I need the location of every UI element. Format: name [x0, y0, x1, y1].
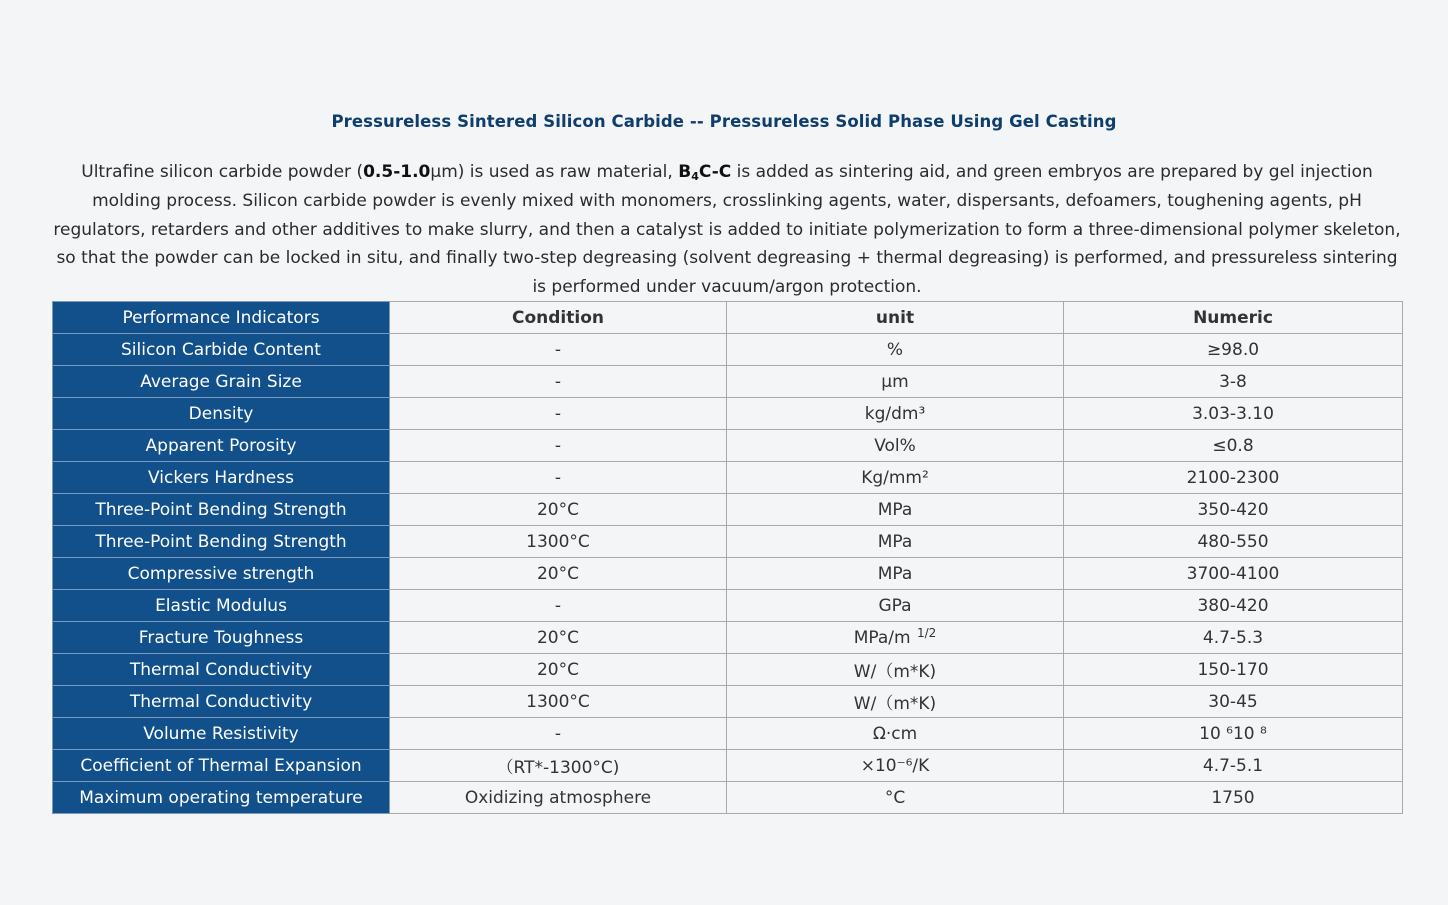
intro-bold-aid [678, 162, 731, 182]
cell-condition: 1300°C [390, 686, 727, 718]
cell-indicator: Compressive strength [53, 558, 390, 590]
cell-numeric: 380-420 [1064, 590, 1403, 622]
cell-indicator: Fracture Toughness [53, 622, 390, 654]
cell-unit-text: MPa [877, 563, 913, 584]
cell-condition: - [390, 590, 727, 622]
intro-text-2: μm) is used as raw material, [430, 162, 679, 182]
cell-unit-text: GPa [878, 595, 912, 616]
cell-numeric: 350-420 [1064, 494, 1403, 526]
cell-condition: 20°C [390, 654, 727, 686]
cell-indicator: Three-Point Bending Strength [53, 494, 390, 526]
cell-indicator: Coefficient of Thermal Expansion [53, 750, 390, 782]
cell-indicator: Vickers Hardness [53, 462, 390, 494]
cell-condition: - [390, 366, 727, 398]
intro-text-1: Ultrafine silicon carbide powder ( [81, 162, 364, 182]
cell-unit [727, 398, 1064, 430]
cell-indicator: Apparent Porosity [53, 430, 390, 462]
cell-numeric: ≥98.0 [1064, 334, 1403, 366]
cell-unit [727, 782, 1064, 814]
table-row [53, 718, 1403, 750]
intro-text-3: is added as sintering aid, and green embryos are prepared by gel injection molding process. Silicon carbide powder is evenly mixed with monomers, crosslinking agents, water, dispersants, defoamers, toughening agents, pH regulators, retarders and other additives to make slurry, and then a catalyst is added to initiate polymerization to form a three-dimensional polymer skeleton, so that the powder can be locked in situ, and finally two-step degreasing (solvent degreasing + thermal degreasing) is performed, and pressureless sintering is performed under vacuum/argon protection. [53, 162, 1401, 298]
table-body [53, 334, 1403, 814]
cell-numeric: 10 ⁶10 ⁸ [1064, 718, 1403, 750]
cell-unit-text: W/（m*K) [853, 662, 937, 682]
cell-unit [727, 462, 1064, 494]
cell-unit [727, 366, 1064, 398]
cell-unit [727, 686, 1064, 718]
cell-indicator: Thermal Conductivity [53, 686, 390, 718]
intro-bold-aid-b: C-C [698, 162, 732, 182]
table-row [53, 782, 1403, 814]
properties-table [52, 301, 1403, 814]
cell-indicator: Thermal Conductivity [53, 654, 390, 686]
cell-indicator: Density [53, 398, 390, 430]
table-row [53, 462, 1403, 494]
cell-unit-text: MPa [877, 531, 913, 552]
cell-unit [727, 526, 1064, 558]
cell-condition: 20°C [390, 558, 727, 590]
cell-unit [727, 590, 1064, 622]
header-unit: unit [727, 302, 1064, 334]
cell-condition: - [390, 430, 727, 462]
cell-unit [727, 558, 1064, 590]
cell-numeric: 1750 [1064, 782, 1403, 814]
cell-indicator: Silicon Carbide Content [53, 334, 390, 366]
table-row [53, 686, 1403, 718]
table-row [53, 398, 1403, 430]
cell-condition: 20°C [390, 622, 727, 654]
cell-indicator: Volume Resistivity [53, 718, 390, 750]
cell-condition: - [390, 398, 727, 430]
table-header-row [53, 302, 1403, 334]
cell-numeric: 3.03-3.10 [1064, 398, 1403, 430]
cell-numeric: 3700-4100 [1064, 558, 1403, 590]
cell-unit [727, 718, 1064, 750]
cell-unit [727, 494, 1064, 526]
table-row [53, 750, 1403, 782]
cell-unit [727, 430, 1064, 462]
cell-numeric: 4.7-5.3 [1064, 622, 1403, 654]
intro-bold-size: 0.5-1.0 [363, 162, 431, 182]
header-performance-indicators: Performance Indicators [53, 302, 390, 334]
cell-unit-text: W/（m*K) [853, 694, 937, 714]
cell-numeric: 4.7-5.1 [1064, 750, 1403, 782]
cell-condition: 20°C [390, 494, 727, 526]
intro-bold-aid-a: B [678, 162, 692, 182]
cell-indicator: Three-Point Bending Strength [53, 526, 390, 558]
cell-condition: （RT*-1300°C) [390, 750, 727, 782]
table-row [53, 654, 1403, 686]
cell-unit-text: kg/dm³ [864, 403, 926, 424]
cell-condition: 1300°C [390, 526, 727, 558]
cell-unit-text: Ω·cm [872, 723, 918, 744]
table-row [53, 366, 1403, 398]
intro-paragraph [52, 158, 1402, 302]
cell-numeric: 480-550 [1064, 526, 1403, 558]
cell-condition: Oxidizing atmosphere [390, 782, 727, 814]
cell-numeric: 30-45 [1064, 686, 1403, 718]
cell-indicator: Elastic Modulus [53, 590, 390, 622]
cell-condition: - [390, 334, 727, 366]
cell-numeric: 3-8 [1064, 366, 1403, 398]
cell-numeric: ≤0.8 [1064, 430, 1403, 462]
cell-unit-superscript: 1/2 [916, 625, 937, 640]
table-row [53, 494, 1403, 526]
cell-unit-text: MPa/m [853, 627, 916, 648]
cell-unit-text: μm [881, 371, 909, 392]
table-row [53, 526, 1403, 558]
intro-bold-aid-sub: 4 [691, 170, 699, 183]
table-row [53, 430, 1403, 462]
cell-numeric: 2100-2300 [1064, 462, 1403, 494]
cell-numeric: 150-170 [1064, 654, 1403, 686]
cell-unit-text: ×10⁻⁶/K [860, 755, 930, 776]
header-condition: Condition [390, 302, 727, 334]
cell-condition: - [390, 462, 727, 494]
cell-unit [727, 750, 1064, 782]
cell-unit [727, 622, 1064, 654]
cell-unit [727, 654, 1064, 686]
cell-unit-text: Vol% [874, 435, 916, 456]
table-row [53, 334, 1403, 366]
cell-unit-text: Kg/mm² [861, 467, 929, 488]
cell-indicator: Average Grain Size [53, 366, 390, 398]
cell-indicator: Maximum operating temperature [53, 782, 390, 814]
cell-unit-text: % [886, 339, 904, 360]
cell-unit [727, 334, 1064, 366]
table-row [53, 558, 1403, 590]
header-numeric: Numeric [1064, 302, 1403, 334]
cell-unit-text: °C [884, 787, 906, 808]
table-row [53, 590, 1403, 622]
table-row [53, 622, 1403, 654]
cell-unit-text: MPa [877, 499, 913, 520]
cell-condition: - [390, 718, 727, 750]
page-title: Pressureless Sintered Silicon Carbide -- Pressureless Solid Phase Using Gel Casting [331, 112, 1117, 131]
